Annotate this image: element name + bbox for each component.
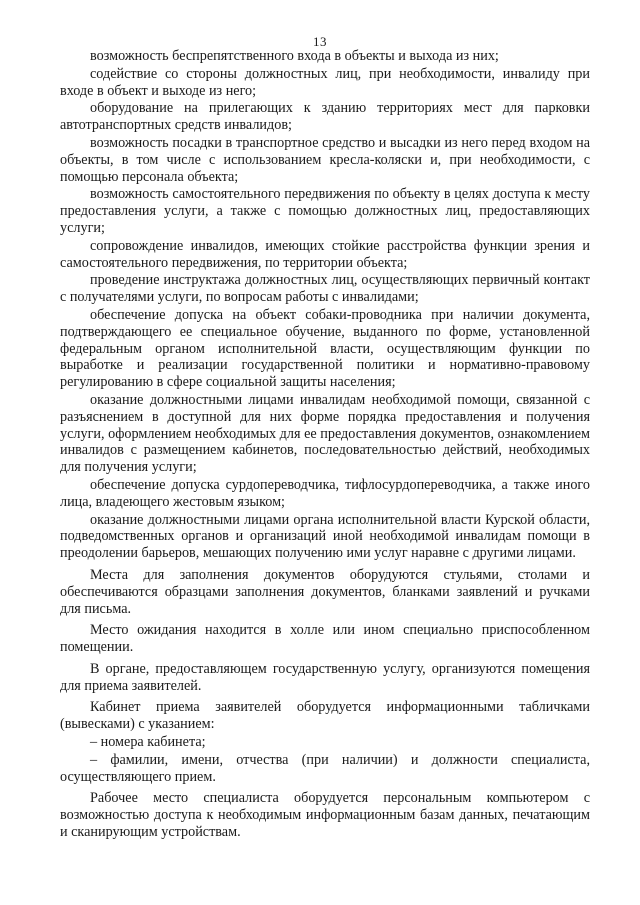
paragraph: В органе, предоставляющем государственную услугу, организуются помещения для приема заявителей. xyxy=(60,660,590,694)
paragraph: содействие со стороны должностных лиц, при необходимости, инвалиду при входе в объект и выходе из него; xyxy=(60,65,590,99)
document-body xyxy=(60,48,590,841)
paragraph: Кабинет приема заявителей оборудуется информационными табличками (вывесками) с указанием: xyxy=(60,699,590,733)
paragraph: проведение инструктажа должностных лиц, осуществляющих первичный контакт с получателями услуги, по вопросам работы с инвалидами; xyxy=(60,272,590,306)
paragraph: возможность посадки в транспортное средство и высадки из него перед входом на объекты, в том числе с использованием кресла-коляски и, при необходимости, с помощью персонала объекта; xyxy=(60,134,590,185)
list-item: – номера кабинета; xyxy=(90,734,206,751)
paragraph: Места для заполнения документов оборудуются стульями, столами и обеспечиваются образцами заполнения документов, бланками заявлений и ручками для письма. xyxy=(60,566,590,617)
paragraph: оборудование на прилегающих к зданию территориях мест для парковки автотранспортных средств инвалидов; xyxy=(60,100,590,134)
paragraph: сопровождение инвалидов, имеющих стойкие расстройства функции зрения и самостоятельного передвижения, по территории объекта; xyxy=(60,237,590,271)
paragraph: обеспечение допуска на объект собаки-проводника при наличии документа, подтверждающего ее специальное обучение, выданного по форме, установленной федеральным органом исполнительной власти, осуществляющим функции по выработке и реализации государственной политики и нормативно-правовому регулированию в сфере социальной защиты населения; xyxy=(60,306,590,391)
paragraph: обеспечение допуска сурдопереводчика, тифлосурдопереводчика, а также иного лица, владеющего жестовым языком; xyxy=(60,476,590,510)
list-item: – фамилии, имени, отчества (при наличии) и должности специалиста, осуществляющего прием. xyxy=(60,751,590,785)
page-number: 13 xyxy=(313,34,327,49)
paragraph: возможность самостоятельного передвижения по объекту в целях доступа к месту предоставления услуги, а также с помощью должностных лиц, предоставляющих услуги; xyxy=(60,186,590,236)
paragraph: Рабочее место специалиста оборудуется персональным компьютером с возможностью доступа к необходимым информационным базам данных, печатающим и сканирующим устройствам. xyxy=(60,790,590,841)
paragraph: оказание должностными лицами инвалидам необходимой помощи, связанной с разъяснением в доступной для них форме порядка предоставления и получения услуги, оформлением необходимых для ее предоставления документов, ознакомлением инвалидов с размещением кабинетов, последовательностью действий, необходимых для получения услуги; xyxy=(60,391,590,476)
paragraph: оказание должностными лицами органа исполнительной власти Курской области, подведомственных органов и организаций иной необходимой инвалидам помощи в преодолении барьеров, мешающих получению ими услуг наравне с другими лицами. xyxy=(60,511,590,562)
paragraph: Место ожидания находится в холле или ином специально приспособленном помещении. xyxy=(60,622,590,656)
paragraph: возможность беспрепятственного входа в объекты и выхода из них; xyxy=(90,48,499,64)
